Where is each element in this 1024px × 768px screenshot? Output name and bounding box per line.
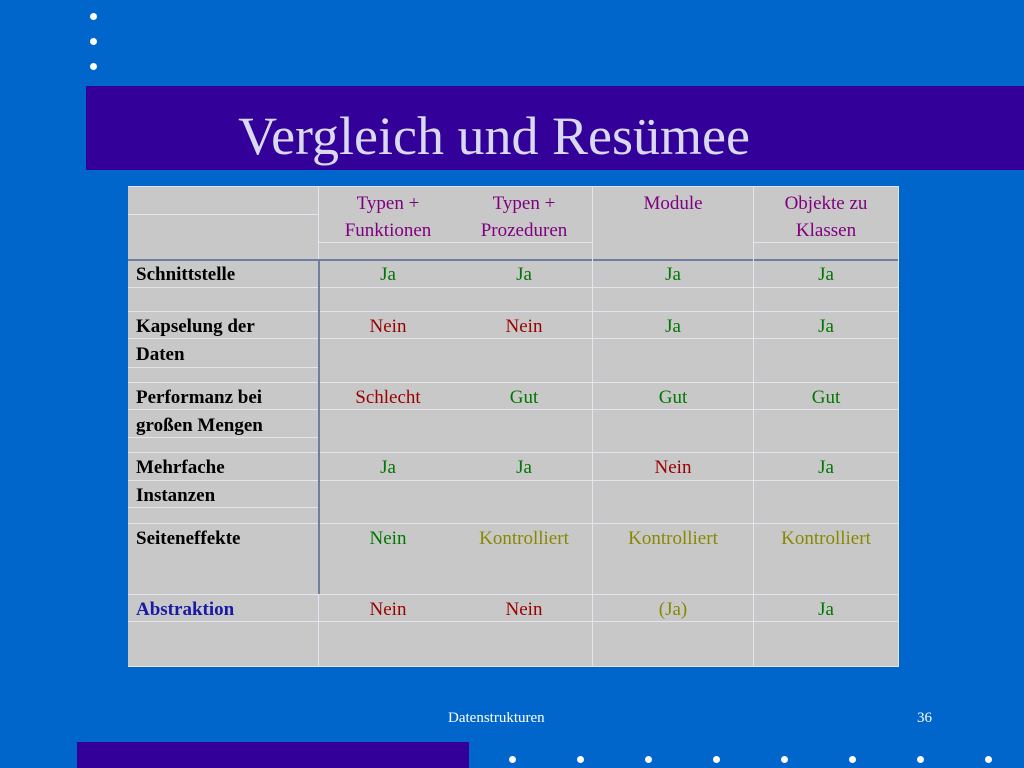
table-cell: Ja — [665, 316, 681, 337]
row-label — [136, 313, 255, 369]
row-label-line1: Seiteneffekte — [136, 528, 241, 549]
grid-line — [128, 382, 898, 383]
decor-dot — [90, 38, 97, 45]
decor-dot — [985, 756, 992, 763]
decor-dot — [90, 13, 97, 20]
table-cell: Nein — [654, 457, 692, 478]
row-label — [136, 261, 235, 289]
row-label-line1: Mehrfache — [136, 457, 225, 478]
grid-line — [592, 186, 593, 666]
page-number: 36 — [917, 710, 932, 726]
table-cell: Ja — [380, 264, 396, 285]
decor-dot — [509, 756, 516, 763]
row-label-line1: Abstraktion — [136, 599, 235, 620]
column-header-line1: Typen + — [356, 193, 420, 214]
decor-dot — [849, 756, 856, 763]
row-label — [136, 454, 225, 510]
row-label-line1: Kapselung der — [136, 316, 255, 337]
table-cell: Nein — [505, 316, 543, 337]
column-header-line2: Funktionen — [344, 220, 432, 241]
table-cell: Gut — [658, 387, 688, 408]
table-cell: (Ja) — [658, 599, 688, 620]
title-band — [86, 86, 1024, 170]
table-cell: Ja — [818, 599, 834, 620]
grid-line — [318, 186, 319, 259]
grid-line — [128, 452, 898, 453]
grid-line — [318, 594, 319, 666]
row-label-line2: großen Mengen — [136, 415, 263, 436]
table-cell: Schlecht — [355, 387, 421, 408]
column-header-line1: Objekte zu — [784, 193, 868, 214]
footer-title: Datenstrukturen — [448, 710, 545, 726]
column-header-line1: Module — [643, 193, 703, 214]
column-header — [593, 190, 753, 217]
decor-dot — [713, 756, 720, 763]
table-cell: Kontrolliert — [781, 528, 871, 549]
row-label — [136, 384, 263, 440]
table-cell: Nein — [369, 316, 407, 337]
table-cell: Ja — [818, 457, 834, 478]
table-cell: Ja — [516, 457, 532, 478]
grid-line — [128, 523, 898, 524]
bottom-band — [77, 742, 469, 768]
grid-line — [753, 186, 754, 666]
table-cell: Ja — [818, 316, 834, 337]
decor-dot — [781, 756, 788, 763]
table-cell: Nein — [369, 528, 407, 549]
column-header-line2: Prozeduren — [480, 220, 568, 241]
table-cell: Gut — [811, 387, 841, 408]
column-header-line2: Klassen — [795, 220, 857, 241]
row-label-line1: Schnittstelle — [136, 264, 236, 285]
decor-dot — [917, 756, 924, 763]
row-label — [136, 525, 240, 553]
row-label-line1: Performanz bei — [136, 387, 263, 408]
comparison-table — [128, 186, 899, 667]
table-cell: Nein — [505, 599, 543, 620]
decor-dot — [645, 756, 652, 763]
table-cell: Ja — [665, 264, 681, 285]
row-label — [136, 596, 234, 624]
row-label-line2: Instanzen — [136, 485, 216, 506]
column-header-line1: Typen + — [492, 193, 556, 214]
table-cell: Gut — [509, 387, 539, 408]
grid-line — [128, 594, 898, 595]
slide-title: Vergleich und Resümee — [238, 106, 750, 166]
decor-dot — [90, 63, 97, 70]
table-cell: Kontrolliert — [479, 528, 569, 549]
table-cell: Kontrolliert — [628, 528, 718, 549]
decor-dot — [577, 756, 584, 763]
table-cell: Ja — [380, 457, 396, 478]
row-label-line2: Daten — [136, 344, 185, 365]
table-cell: Ja — [516, 264, 532, 285]
grid-line — [128, 311, 898, 312]
column-header — [320, 190, 456, 244]
table-cell: Ja — [818, 264, 834, 285]
grid-line — [128, 186, 898, 187]
table-cell: Nein — [369, 599, 407, 620]
grid-line — [128, 214, 318, 215]
column-header — [754, 190, 898, 244]
column-header — [456, 190, 592, 244]
